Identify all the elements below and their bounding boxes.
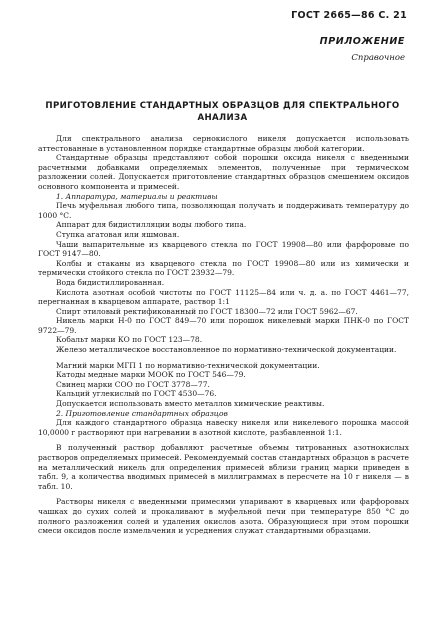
list-item: Кислота азотная особой чистоты по ГОСТ 11125—84 или ч. д. а. по ГОСТ 4461—77, перегнанная в кварцевом аппарате, раствор 1:1 <box>38 287 409 307</box>
appendix-label <box>320 36 405 64</box>
list-item: Допускается использовать вместо металлов химические реактивы. <box>56 399 325 409</box>
section-title <box>40 100 405 124</box>
section-title-line-1: ПРИГОТОВЛЕНИЕ СТАНДАРТНЫХ ОБРАЗЦОВ ДЛЯ СПЕКТРАЛЬНОГО <box>45 101 400 111</box>
subsection-heading: 2. Приготовление стандартных образцов <box>56 408 228 418</box>
document-body <box>38 134 409 536</box>
list-item: Кобальт марки КО по ГОСТ 123—78. <box>56 335 203 345</box>
subsection-heading: 1. Аппаратура, материалы и реактивы <box>56 191 218 201</box>
list-item: Спирт этиловый ректификованный по ГОСТ 18300—72 или ГОСТ 5962—67. <box>56 306 358 316</box>
list-item: Колбы и стаканы из кварцевого стекла по ГОСТ 19908—80 или из химически и термически стойкого стекла по ГОСТ 23932—79. <box>38 258 409 278</box>
appendix-title: ПРИЛОЖЕНИЕ <box>319 36 405 47</box>
list-item: Чаши выпарительные из кварцевого стекла по ГОСТ 19908—80 или фарфоровые по ГОСТ 9147—80. <box>38 239 409 259</box>
list-item: Печь муфельная любого типа, позволяющая получать и поддерживать температуру до 1000 °С. <box>38 201 409 220</box>
list-item: Никель марки Н-0 по ГОСТ 849—70 или порошок никелевый марки ПНК-0 по ГОСТ 9722—79. <box>38 316 409 335</box>
list-item: Вода бидистиллированная. <box>56 277 165 287</box>
paragraph: Растворы никеля с введенными примесями упаривают в кварцевых или фарфоровых чашках до сухих солей и прокаливают в муфельной печи при температуре 850 °С до полного разложения солей и удаления окислов азота. Образующиеся при этом порошки смеси оксидов после измельчения и усреднения служат стандартными образцами. <box>38 497 409 536</box>
paragraph: Для спектрального анализа сернокислого никеля допускается использовать аттестованные в установленном порядке стандартные образцы любой категории. <box>38 134 409 153</box>
list-item: Магний марки МГП 1 по нормативно-технической документации. <box>56 360 320 370</box>
page-header: ГОСТ 2665—86 С. 21 <box>291 10 407 21</box>
paragraph: Для каждого стандартного образца навеску никеля или никелевого порошка массой 10,0000 г растворяют при нагревании в азотной кислоте, разбавленной 1:1. <box>38 418 409 437</box>
list-item: Аппарат для бидистилляции воды любого типа. <box>56 220 247 230</box>
list-item: Кальций углекислый по ГОСТ 4530—76. <box>56 389 217 399</box>
list-item: Катоды медные марки МООК по ГОСТ 546—79. <box>56 370 246 380</box>
list-item: Свинец марки СОО по ГОСТ 3778—77. <box>56 379 210 389</box>
list-item: Ступка агатовая или яшмовая. <box>56 229 180 239</box>
list-item: Железо металлическое восстановленное по нормативно-технической документации. <box>56 345 397 355</box>
section-title-line-2: АНАЛИЗА <box>197 113 248 123</box>
paragraph: Стандартные образцы представляют собой порошки оксида никеля с введенными расчетными добавками определяемых элементов, полученные при термическом разложении солей. Допускается приготовление стандартных образцов смешением оксидов основного компонента и примесей. <box>38 153 409 191</box>
paragraph: В полученный раствор добавляют расчетные объемы титрованных азотнокислых растворов определяемых примесей. Рекомендуемый состав стандартных образцов в расчете на металлический никель для определения примесей вблизи границ марки приведен в табл. 9, а количества вводимых примесей в миллиграммах в пересчете на 10 г никеля — в табл. 10. <box>38 443 409 491</box>
appendix-subtitle: Справочное <box>351 53 405 63</box>
